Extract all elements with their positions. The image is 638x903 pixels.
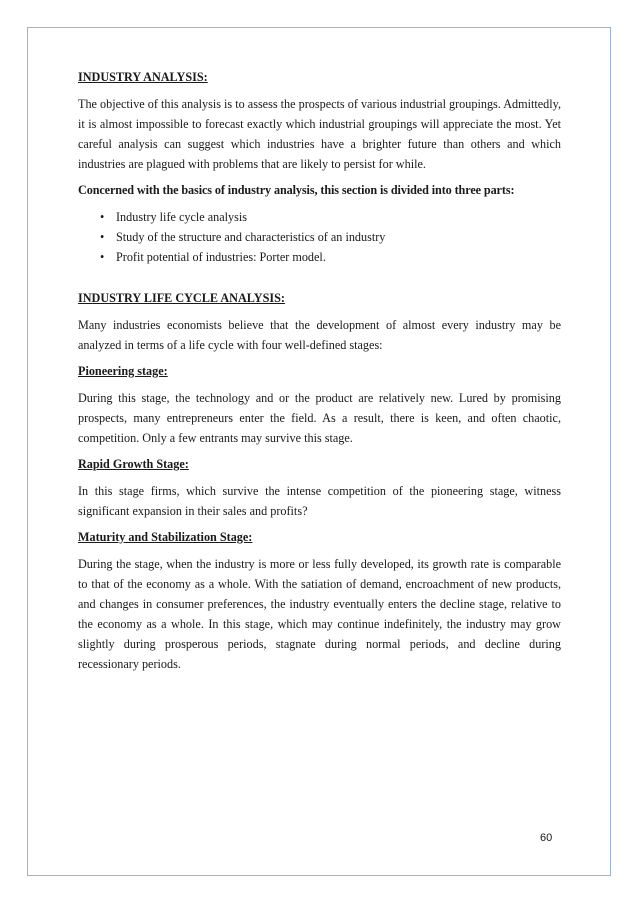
list-item	[100, 247, 561, 267]
bold-intro-three-parts: Concerned with the basics of industry analysis, this section is divided into three parts:	[78, 183, 515, 197]
page-content	[78, 67, 561, 680]
spacer	[78, 267, 561, 288]
section-heading-life-cycle: INDUSTRY LIFE CYCLE ANALYSIS:	[78, 291, 285, 305]
paragraph-maturity: During the stage, when the industry is more or less fully developed, its growth rate is comparable to that of the economy as a whole. With the satiation of demand, encroachment of new products, and changes in consumer preferences, the industry eventually enters the decline stage, relative to the economy as a whole. In this stage, which may continue indefinitely, the industry may grow slightly during prosperous periods, stagnate during normal periods, and decline during recessionary periods.	[78, 557, 561, 671]
paragraph-life-cycle-intro: Many industries economists believe that the development of almost every industry may be analyzed in terms of a life cycle with four well-defined stages:	[78, 318, 561, 352]
list-item-text: Profit potential of industries: Porter model.	[116, 250, 326, 264]
bullet-icon: •	[100, 250, 105, 264]
bullet-icon: •	[100, 210, 105, 224]
stage-heading-rapid-growth: Rapid Growth Stage:	[78, 457, 189, 471]
bullet-list-parts	[78, 207, 561, 267]
paragraph-objective: The objective of this analysis is to assess the prospects of various industrial groupings. Admittedly, it is almost impossible to forecast exactly which industrial groupings will appreciate the most. Yet careful analysis can suggest which industries have a brighter future than others and which industries are plagued with problems that are likely to persist for while.	[78, 97, 561, 171]
page-number: 60	[540, 832, 553, 844]
list-item	[100, 207, 561, 227]
paragraph-rapid-growth: In this stage firms, which survive the intense competition of the pioneering stage, witness significant expansion in their sales and profits?	[78, 484, 561, 518]
stage-heading-pioneering: Pioneering stage:	[78, 364, 168, 378]
bullet-icon: •	[100, 230, 105, 244]
list-item	[100, 227, 561, 247]
paragraph-pioneering: During this stage, the technology and or the product are relatively new. Lured by promising prospects, many entrepreneurs enter the field. As a result, there is keen, and often chaotic, competition. Only a few entrants may survive this stage.	[78, 391, 561, 445]
section-heading-industry-analysis: INDUSTRY ANALYSIS:	[78, 70, 208, 84]
list-item-text: Study of the structure and characteristics of an industry	[116, 230, 386, 244]
list-item-text: Industry life cycle analysis	[116, 210, 247, 224]
stage-heading-maturity: Maturity and Stabilization Stage:	[78, 530, 253, 544]
